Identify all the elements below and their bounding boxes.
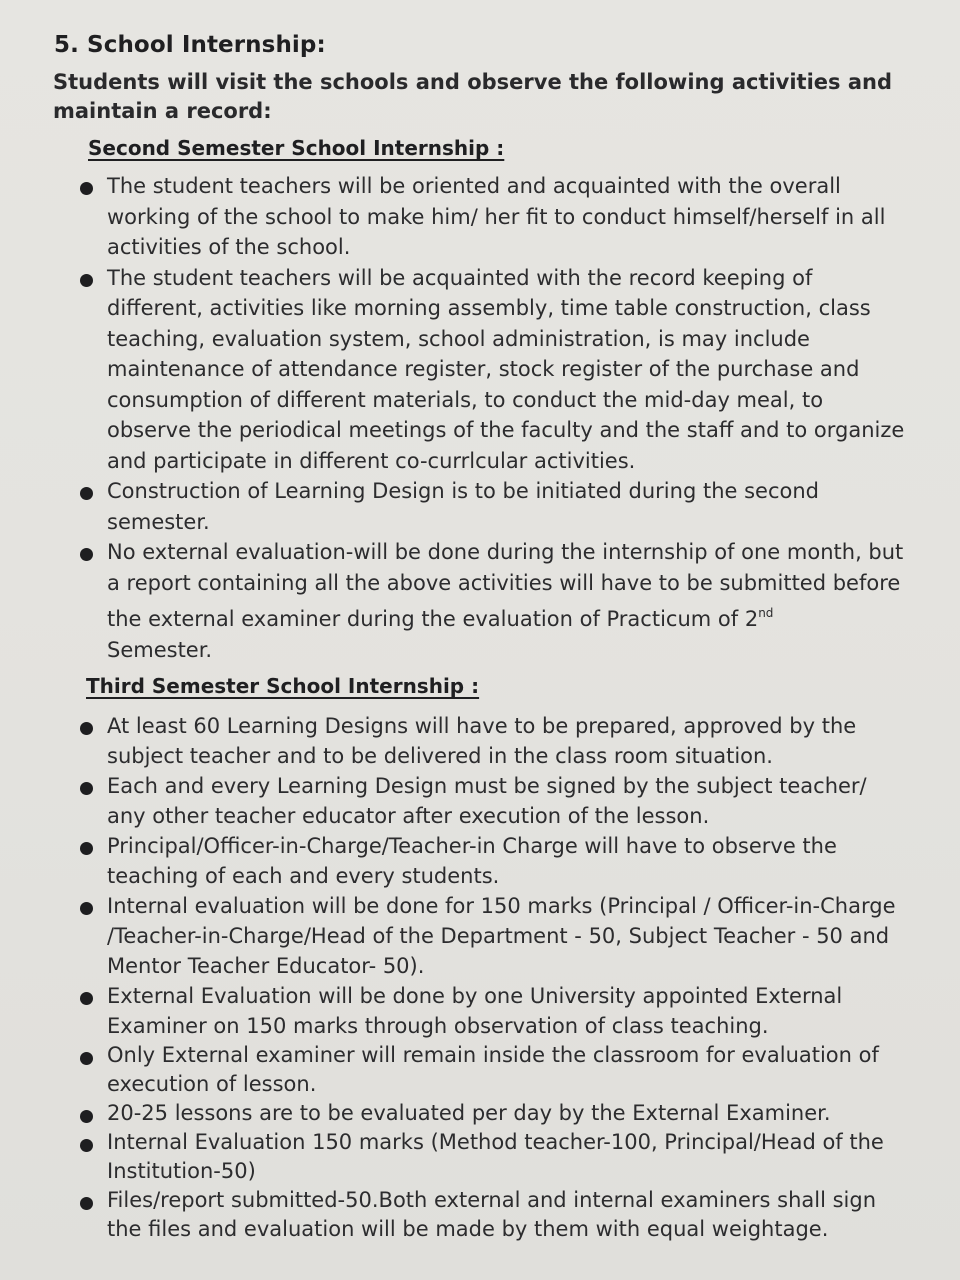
bullet-icon <box>80 1197 93 1210</box>
bullet-icon <box>80 842 93 855</box>
list-item-text: External Evaluation will be done by one University appointed External Examiner on 150 marks through observation of class teaching. <box>107 984 843 1038</box>
list-item <box>80 1041 910 1099</box>
list-item-text: Only External examiner will remain inside the classroom for evaluation of execution of lesson. <box>107 1043 879 1096</box>
list-item <box>80 476 912 537</box>
third-semester-title: Third Semester School Internship : <box>86 674 480 698</box>
list-item <box>80 831 910 891</box>
section-heading: 5. School Internship: <box>54 32 326 58</box>
third-semester-list <box>80 711 910 1244</box>
bullet-icon <box>80 274 93 287</box>
list-item <box>80 263 912 477</box>
list-item <box>80 537 912 665</box>
bullet-icon <box>80 548 93 561</box>
bullet-icon <box>80 487 93 500</box>
list-item-text: Files/report submitted-50.Both external and internal examiners shall sign the files and evaluation will be made by them with equal weightage. <box>107 1188 877 1241</box>
list-item <box>80 1186 910 1244</box>
list-item-text: The student teachers will be oriented and acquainted with the overall working of the school to make him/ her fit to conduct himself/herself in all activities of the school. <box>107 174 886 259</box>
list-item <box>80 981 910 1041</box>
list-item <box>80 891 910 981</box>
list-item <box>80 711 910 771</box>
second-semester-list <box>80 171 912 665</box>
list-item <box>80 1128 910 1186</box>
list-item-text: Principal/Officer-in-Charge/Teacher-in Charge will have to observe the teaching of each and every students. <box>107 834 837 888</box>
bullet-icon <box>80 1052 93 1065</box>
list-item-text: Construction of Learning Design is to be initiated during the second semester. <box>107 479 819 534</box>
section-intro: Students will visit the schools and observe the following activities and maintain a record: <box>53 70 893 123</box>
list-item <box>80 171 912 263</box>
list-item-text-end: Semester. <box>107 637 213 662</box>
list-item-text: No external evaluation-will be done during the internship of one month, but a report containing all the above activities will have to be submitted before the external examiner during the evaluation of Practicum of 2 <box>107 540 904 631</box>
bullet-icon <box>80 722 93 735</box>
ordinal-superscript: nd <box>758 606 774 620</box>
bullet-icon <box>80 1110 93 1123</box>
list-item-text: Each and every Learning Design must be signed by the subject teacher/ any other teacher educator after execution of the lesson. <box>107 774 867 828</box>
list-item <box>80 771 910 831</box>
bullet-icon <box>80 782 93 795</box>
list-item-text: At least 60 Learning Designs will have to be prepared, approved by the subject teacher and to be delivered in the class room situation. <box>107 714 857 768</box>
list-item <box>80 1099 910 1128</box>
list-item-text: The student teachers will be acquainted with the record keeping of different, activities like morning assembly, time table construction, class teaching, evaluation system, school administration, is may include maintenance of attendance register, stock register of the purchase and consumption of different materials, to conduct the mid-day meal, to observe the periodical meetings of the faculty and the staff and to organize and participate in different co-currlcular activities. <box>107 265 905 473</box>
list-item-text: Internal evaluation will be done for 150 marks (Principal / Officer-in-Charge /Teacher-in-Charge/Head of the Department - 50, Subject Teacher - 50 and Mentor Teacher Educator- 50). <box>107 894 896 978</box>
bullet-icon <box>80 902 93 915</box>
bullet-icon <box>80 992 93 1005</box>
second-semester-title: Second Semester School Internship : <box>88 136 505 160</box>
bullet-icon <box>80 1139 93 1152</box>
list-item-text: 20-25 lessons are to be evaluated per day by the External Examiner. <box>107 1101 831 1125</box>
list-item-text: Internal Evaluation 150 marks (Method teacher-100, Principal/Head of the Institution-50) <box>107 1130 884 1183</box>
bullet-icon <box>80 182 93 195</box>
